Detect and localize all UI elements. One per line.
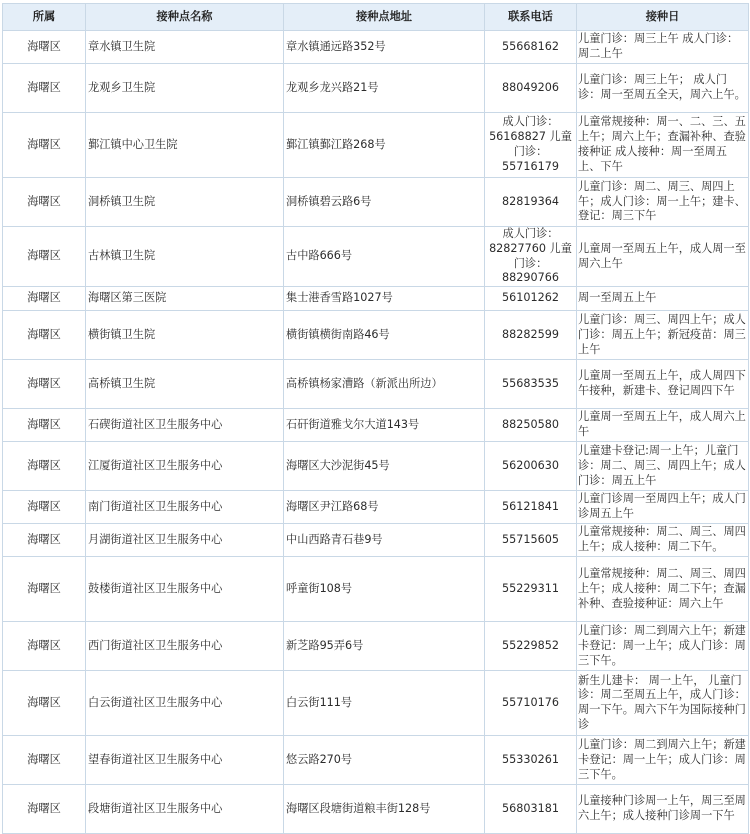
- cell-site-name: 江厦街道社区卫生服务中心: [86, 442, 284, 491]
- cell-site-address: 横街镇横街南路46号: [284, 311, 485, 360]
- cell-vaccination-days: 儿童门诊：周三、周四上午；成人门诊：周五上午；新冠疫苗：周三上午: [577, 311, 749, 360]
- cell-phone: 55683535: [485, 360, 577, 409]
- cell-district: 海曙区: [3, 31, 86, 64]
- cell-district: 海曙区: [3, 524, 86, 557]
- table-row: [3, 671, 749, 736]
- header-site-address: 接种点地址: [284, 4, 485, 31]
- cell-district: 海曙区: [3, 311, 86, 360]
- header-district: 所属: [3, 4, 86, 31]
- cell-vaccination-days: 儿童常规接种：周一、二、三、五上午；周六上午；查漏补种、查验接种证 成人接种：周一至周五上、下午: [577, 113, 749, 178]
- table-row: [3, 31, 749, 64]
- header-phone: 联系电话: [485, 4, 577, 31]
- cell-vaccination-days: 儿童周一至周五上午，成人周六上午: [577, 409, 749, 442]
- table-row: [3, 442, 749, 491]
- table-row: [3, 227, 749, 287]
- cell-district: 海曙区: [3, 557, 86, 622]
- cell-phone: 55715605: [485, 524, 577, 557]
- cell-site-name: 海曙区第三医院: [86, 287, 284, 311]
- cell-district: 海曙区: [3, 785, 86, 834]
- table-row: [3, 311, 749, 360]
- table-row: [3, 557, 749, 622]
- cell-site-address: 新芝路95弄6号: [284, 622, 485, 671]
- cell-phone: 56200630: [485, 442, 577, 491]
- cell-site-address: 悠云路270号: [284, 736, 485, 785]
- header-site-name: 接种点名称: [86, 4, 284, 31]
- cell-site-address: 海曙区段塘街道粮丰街128号: [284, 785, 485, 834]
- table-row: [3, 524, 749, 557]
- cell-site-address: 集士港香雪路1027号: [284, 287, 485, 311]
- vaccination-sites-table: [2, 3, 749, 834]
- cell-site-name: 高桥镇卫生院: [86, 360, 284, 409]
- cell-vaccination-days: 新生儿建卡： 周一上午， 儿童门诊：周二至周五上午，成人门诊：周一下午。周六下午为国际接种门诊: [577, 671, 749, 736]
- cell-vaccination-days: 儿童门诊：周二到周六上午；新建卡登记：周一上午；成人门诊：周三下午。: [577, 622, 749, 671]
- cell-vaccination-days: 儿童周一至周五上午，成人周四下午接种，新建卡、登记周四下午: [577, 360, 749, 409]
- table-row: [3, 178, 749, 227]
- cell-phone: 88282599: [485, 311, 577, 360]
- cell-district: 海曙区: [3, 64, 86, 113]
- cell-site-name: 古林镇卫生院: [86, 227, 284, 287]
- cell-site-name: 章水镇卫生院: [86, 31, 284, 64]
- table-row: [3, 409, 749, 442]
- cell-vaccination-days: 儿童建卡登记:周一上午；儿童门诊：周二、周三、周四上午；成人门诊：周五上午: [577, 442, 749, 491]
- table-row: [3, 622, 749, 671]
- cell-site-address: 石矸街道雅戈尔大道143号: [284, 409, 485, 442]
- cell-vaccination-days: 儿童周一至周五上午，成人周一至周六上午: [577, 227, 749, 287]
- cell-district: 海曙区: [3, 113, 86, 178]
- cell-site-name: 鄞江镇中心卫生院: [86, 113, 284, 178]
- cell-site-name: 西门街道社区卫生服务中心: [86, 622, 284, 671]
- cell-site-address: 龙观乡龙兴路21号: [284, 64, 485, 113]
- header-row: [3, 4, 749, 31]
- cell-vaccination-days: 周一至周五上午: [577, 287, 749, 311]
- cell-vaccination-days: 儿童门诊：周二到周六上午；新建卡登记：周一上午；成人门诊：周三下午。: [577, 736, 749, 785]
- cell-vaccination-days: 儿童门诊周一至周四上午；成人门诊周五上午: [577, 491, 749, 524]
- table-row: [3, 287, 749, 311]
- cell-district: 海曙区: [3, 671, 86, 736]
- cell-district: 海曙区: [3, 491, 86, 524]
- cell-site-address: 呼童街108号: [284, 557, 485, 622]
- cell-site-address: 海曙区大沙泥街45号: [284, 442, 485, 491]
- table-row: [3, 360, 749, 409]
- table-row: [3, 113, 749, 178]
- cell-site-address: 古中路666号: [284, 227, 485, 287]
- cell-phone: 88049206: [485, 64, 577, 113]
- cell-site-name: 石碶街道社区卫生服务中心: [86, 409, 284, 442]
- cell-phone: 55668162: [485, 31, 577, 64]
- cell-site-name: 白云街道社区卫生服务中心: [86, 671, 284, 736]
- table-header: [3, 4, 749, 31]
- cell-district: 海曙区: [3, 227, 86, 287]
- cell-district: 海曙区: [3, 178, 86, 227]
- cell-site-name: 横街镇卫生院: [86, 311, 284, 360]
- cell-site-name: 龙观乡卫生院: [86, 64, 284, 113]
- cell-phone: 55229852: [485, 622, 577, 671]
- cell-site-address: 洞桥镇碧云路6号: [284, 178, 485, 227]
- cell-phone: 55229311: [485, 557, 577, 622]
- cell-phone: 56101262: [485, 287, 577, 311]
- cell-site-name: 南门街道社区卫生服务中心: [86, 491, 284, 524]
- cell-site-address: 鄞江镇鄞江路268号: [284, 113, 485, 178]
- cell-district: 海曙区: [3, 736, 86, 785]
- table-row: [3, 736, 749, 785]
- cell-phone: 成人门诊：82827760 儿童门诊：88290766: [485, 227, 577, 287]
- cell-vaccination-days: 儿童门诊：周二、周三、周四上午；成人门诊：周一上午；建卡、登记：周三下午: [577, 178, 749, 227]
- cell-vaccination-days: 儿童门诊：周三上午 成人门诊：周二上午: [577, 31, 749, 64]
- cell-district: 海曙区: [3, 442, 86, 491]
- cell-site-name: 鼓楼街道社区卫生服务中心: [86, 557, 284, 622]
- cell-site-name: 段塘街道社区卫生服务中心: [86, 785, 284, 834]
- cell-phone: 88250580: [485, 409, 577, 442]
- cell-district: 海曙区: [3, 622, 86, 671]
- table-body: [3, 31, 749, 834]
- table-row: [3, 491, 749, 524]
- table-row: [3, 64, 749, 113]
- cell-phone: 56121841: [485, 491, 577, 524]
- table-row: [3, 785, 749, 834]
- cell-site-name: 月湖街道社区卫生服务中心: [86, 524, 284, 557]
- cell-site-address: 白云街111号: [284, 671, 485, 736]
- header-vaccination-days: 接种日: [577, 4, 749, 31]
- cell-site-address: 章水镇通远路352号: [284, 31, 485, 64]
- cell-district: 海曙区: [3, 360, 86, 409]
- cell-site-address: 高桥镇杨家漕路（新派出所边）: [284, 360, 485, 409]
- cell-phone: 成人门诊：56168827 儿童门诊：55716179: [485, 113, 577, 178]
- cell-district: 海曙区: [3, 409, 86, 442]
- cell-district: 海曙区: [3, 287, 86, 311]
- cell-site-name: 洞桥镇卫生院: [86, 178, 284, 227]
- cell-site-address: 海曙区尹江路68号: [284, 491, 485, 524]
- cell-vaccination-days: 儿童门诊：周三上午； 成人门诊：周一至周五全天，周六上午。: [577, 64, 749, 113]
- cell-site-address: 中山西路青石巷9号: [284, 524, 485, 557]
- cell-phone: 82819364: [485, 178, 577, 227]
- cell-site-name: 望春街道社区卫生服务中心: [86, 736, 284, 785]
- cell-phone: 55330261: [485, 736, 577, 785]
- cell-phone: 56803181: [485, 785, 577, 834]
- cell-vaccination-days: 儿童常规接种：周二、周三、周四上午；成人接种：周二下午；查漏补种、查验接种证：周六上午: [577, 557, 749, 622]
- cell-vaccination-days: 儿童接种门诊周一上午，周三至周六上午；成人接种门诊周一下午: [577, 785, 749, 834]
- cell-vaccination-days: 儿童常规接种：周二、周三、周四上午；成人接种：周二下午。: [577, 524, 749, 557]
- cell-phone: 55710176: [485, 671, 577, 736]
